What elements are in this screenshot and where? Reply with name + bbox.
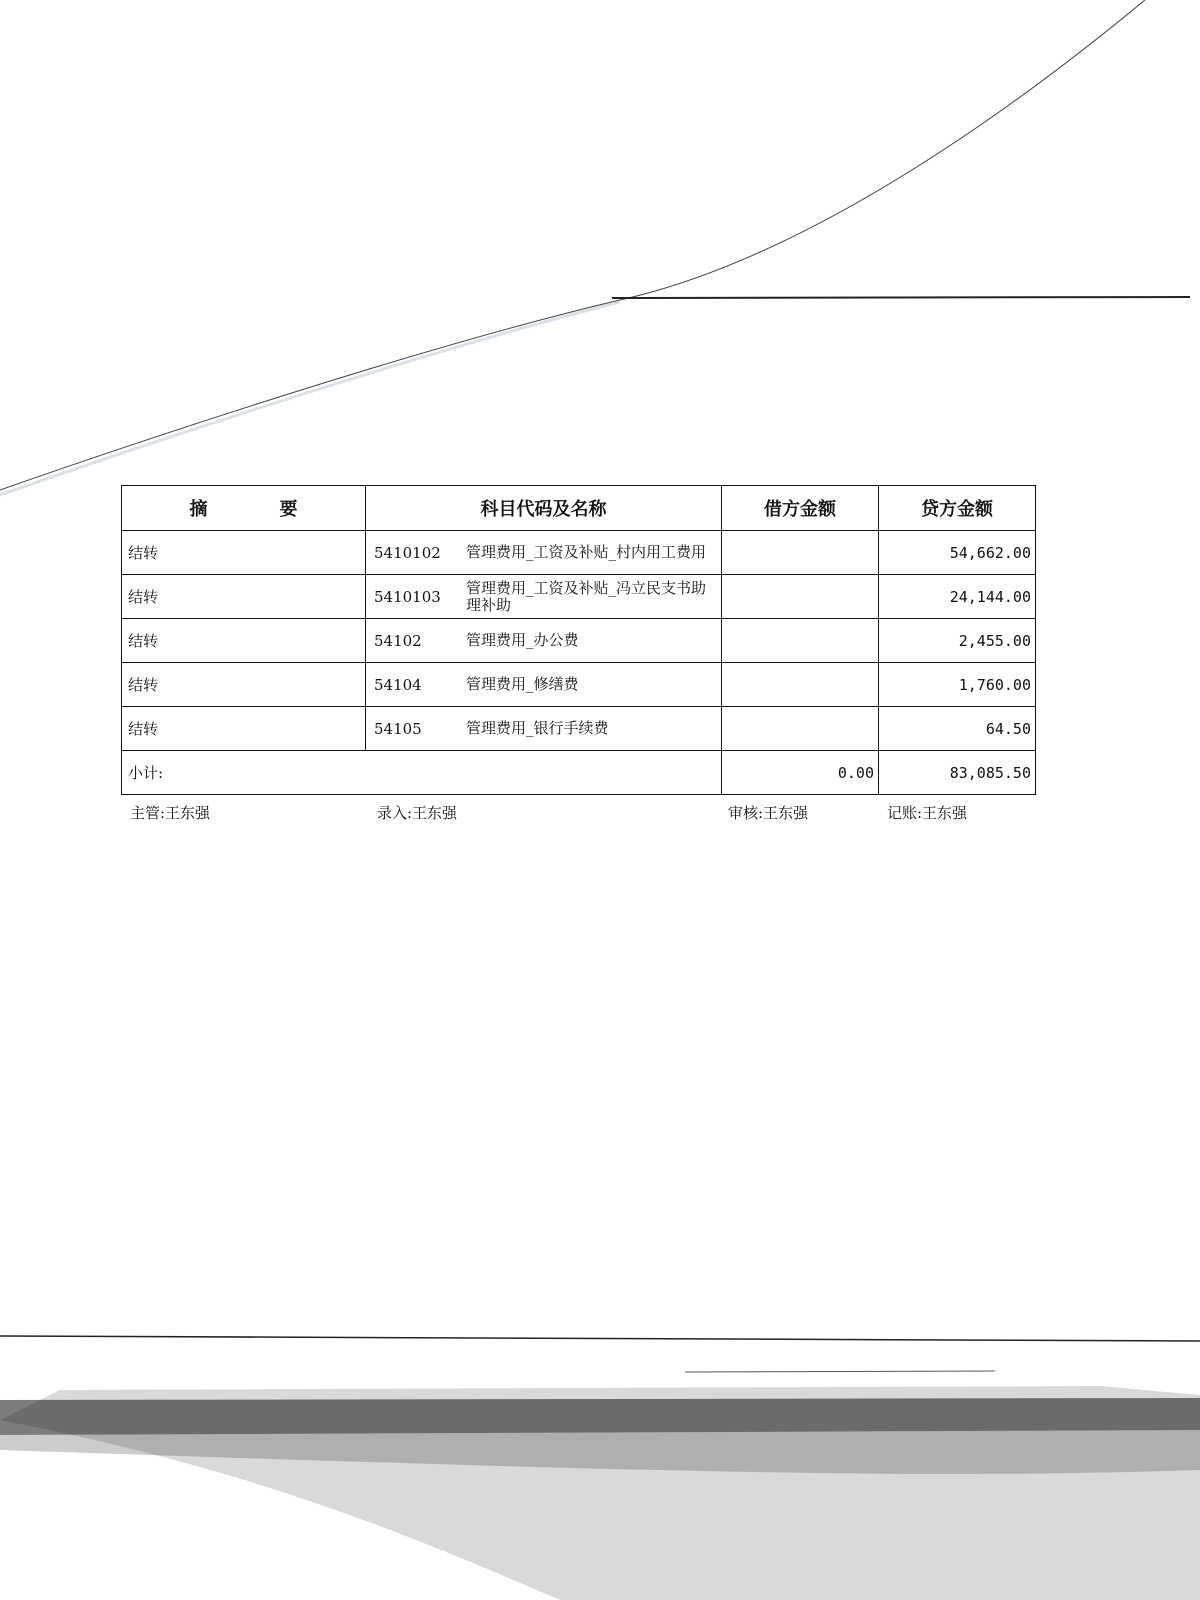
- credit-cell: 1,760.00: [879, 663, 1036, 707]
- review-signature: 审核:王东强: [728, 804, 809, 822]
- summary-cell: 结转: [122, 575, 366, 619]
- table-row: [122, 531, 1036, 575]
- summary-cell: 结转: [122, 663, 366, 707]
- header-summary: 摘 要: [122, 486, 366, 531]
- entry-signature: 录入:王东强: [377, 804, 458, 822]
- account-cell: [366, 575, 722, 619]
- account-cell: [366, 663, 722, 707]
- account-name: 管理费用_工资及补贴_村内用工费用: [466, 543, 707, 561]
- account-cell: [366, 707, 722, 751]
- header-account: 科目代码及名称: [366, 486, 722, 531]
- credit-cell: 64.50: [879, 707, 1036, 751]
- account-code: 54102: [374, 631, 422, 650]
- credit-cell: 54,662.00: [879, 531, 1036, 575]
- header-debit: 借方金额: [722, 486, 879, 531]
- account-code: 54104: [374, 675, 422, 694]
- table-row: [122, 575, 1036, 619]
- header-credit: 贷方金额: [879, 486, 1036, 531]
- subtotal-label: 小计:: [122, 751, 722, 795]
- account-name: 管理费用_工资及补贴_冯立民支书助理补助: [466, 578, 707, 614]
- supervisor-signature: 主管:王东强: [130, 804, 211, 822]
- credit-cell: 24,144.00: [879, 575, 1036, 619]
- account-name: 管理费用_办公费: [466, 631, 579, 649]
- debit-cell: [722, 707, 879, 751]
- account-cell: [366, 619, 722, 663]
- account-code: 5410103: [374, 587, 441, 606]
- debit-cell: [722, 531, 879, 575]
- subtotal-debit: 0.00: [722, 751, 879, 795]
- subtotal-credit: 83,085.50: [879, 751, 1036, 795]
- table-row: [122, 707, 1036, 751]
- account-code: 54105: [374, 719, 422, 738]
- summary-cell: 结转: [122, 707, 366, 751]
- account-name: 管理费用_修缮费: [466, 675, 579, 693]
- credit-cell: 2,455.00: [879, 619, 1036, 663]
- voucher-table: [121, 485, 1036, 795]
- subtotal-row: [122, 751, 1036, 795]
- summary-cell: 结转: [122, 619, 366, 663]
- summary-cell: 结转: [122, 531, 366, 575]
- table-row: [122, 619, 1036, 663]
- debit-cell: [722, 575, 879, 619]
- account-name: 管理费用_银行手续费: [466, 719, 609, 737]
- account-code: 5410102: [374, 543, 441, 562]
- bookkeeper-signature: 记账:王东强: [887, 804, 968, 822]
- account-cell: [366, 531, 722, 575]
- debit-cell: [722, 619, 879, 663]
- header-row: [122, 486, 1036, 531]
- debit-cell: [722, 663, 879, 707]
- signature-line: [130, 802, 1030, 824]
- table-row: [122, 663, 1036, 707]
